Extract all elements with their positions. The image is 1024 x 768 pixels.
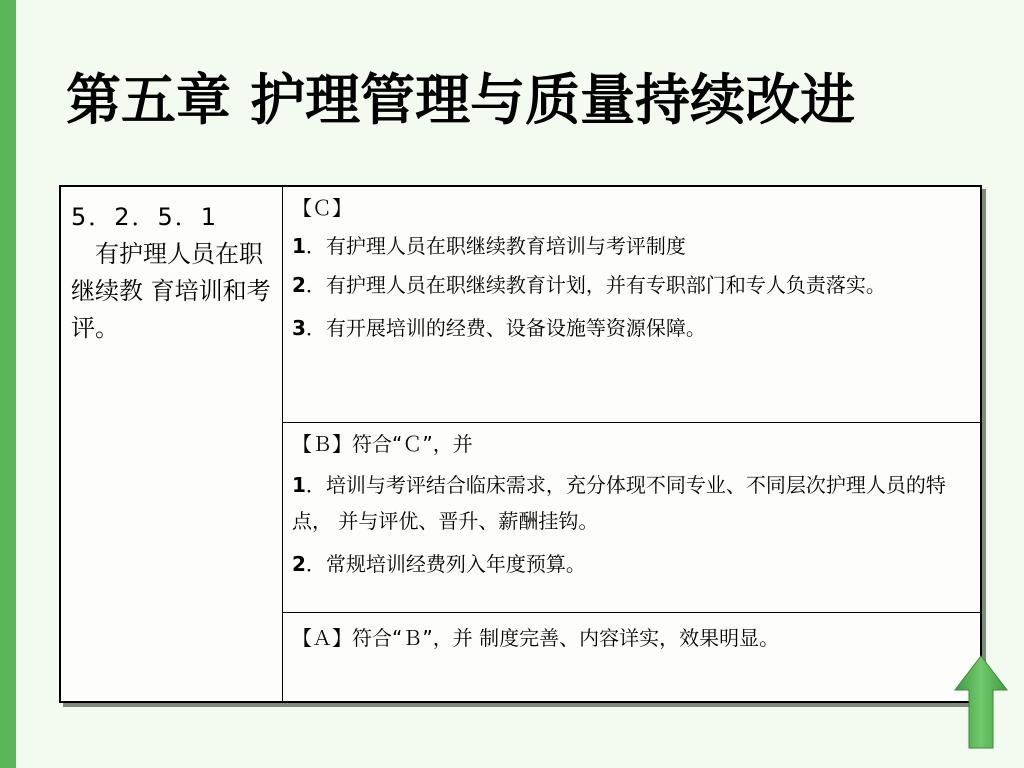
grade-c-label: 【Ｃ】 [292,196,352,220]
slide-title: 第五章 护理管理与质量持续改进 [66,67,856,132]
grade-b-block [282,423,980,613]
grade-a-block [282,613,980,701]
grade-b-item: 2．常规培训经费列入年度预算。 [292,552,586,576]
standard-text: 有护理人员在职继续教 育培训和考评。 [71,240,271,342]
grade-c-item: 3．有开展培训的经费、设备设施等资源保障。 [292,316,706,340]
standard-code: 5．2．5．1 [71,203,219,231]
up-arrow-icon[interactable] [953,654,1009,750]
standard-cell [61,187,283,701]
grade-b-label: 【Ｂ】符合“Ｃ”，并 [292,432,473,456]
criteria-table [59,185,982,703]
grade-c-block [282,187,980,423]
grades-column [282,187,980,701]
grade-b-item: 1．培训与考评结合临床需求，充分体现不同专业、不同层次护理人员的特点， 并与评优、晋升、薪酬挂钩。 [292,473,946,533]
grade-c-item: 2．有护理人员在职继续教育计划，并有专职部门和专人负责落实。 [292,273,886,297]
grade-c-item: 1．有护理人员在职继续教育培训与考评制度 [292,234,686,258]
grade-a-label: 【Ａ】符合“Ｂ”，并 制度完善、内容详实，效果明显。 [292,626,780,650]
left-accent-bar [0,0,16,768]
